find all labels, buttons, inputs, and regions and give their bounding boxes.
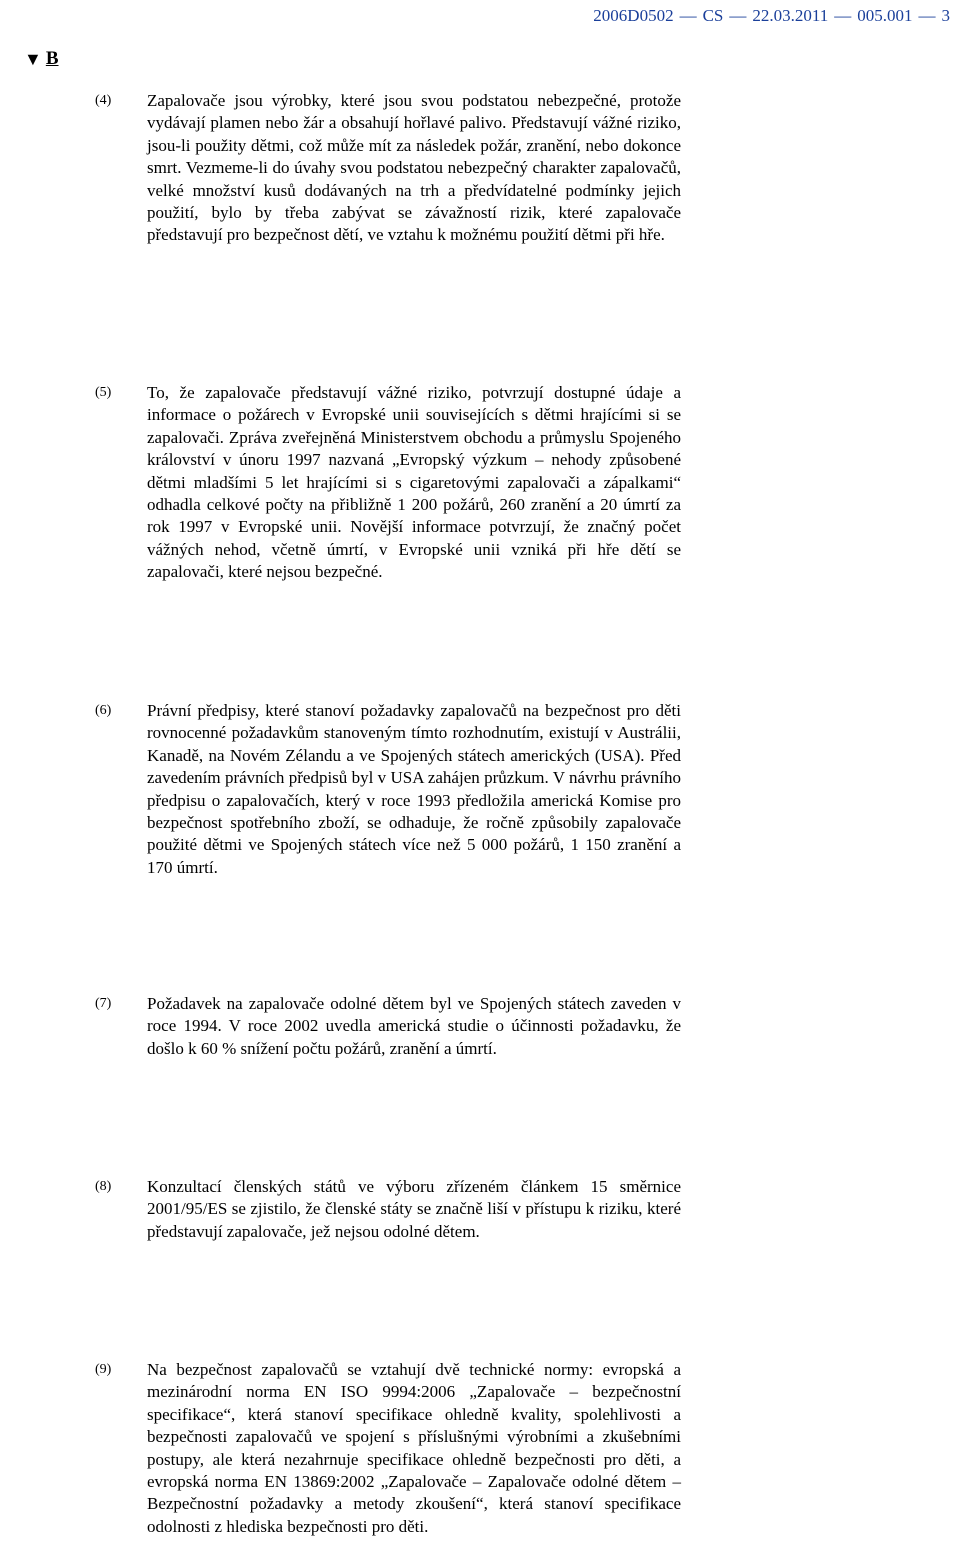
document-version: 005.001	[857, 6, 913, 25]
recital-7	[95, 993, 681, 1060]
recital-number: (8)	[95, 1179, 112, 1194]
recital-4	[95, 90, 681, 247]
recital-number: (6)	[95, 703, 112, 718]
page-number: 3	[941, 6, 950, 25]
recital-9	[95, 1359, 681, 1538]
header-separator: —	[834, 6, 852, 25]
recital-6	[95, 700, 681, 879]
header-separator: —	[918, 6, 936, 25]
amendment-marker	[24, 48, 59, 70]
document-date: 22.03.2011	[752, 6, 829, 25]
recital-text: Na bezpečnost zapalovačů se vztahují dvě technické normy: evropská a mezinárodní norma EN ISO 9994:2006 „Zapalovače – bezpečnostní specifikace“, která stanoví specifikace ohledně kvality, spolehlivosti a bezpečnosti zapalovačů ve spojení s příslušnými výrobními a zkušebními postupy, ale která nezahrnuje specifikace ohledně bezpečnosti pro děti, a evropská norma EN 13869:2002 „Zapalovače – Zapalovače odolné dětem – Bezpečnostní požadavky a metody zkoušení“, která stanoví specifikace odolnosti z hlediska bezpečnosti pro děti.	[147, 1360, 681, 1536]
recital-number: (9)	[95, 1362, 112, 1377]
recital-8	[95, 1176, 681, 1243]
triangle-down-icon: ▼	[24, 48, 42, 69]
recital-text: Konzultací členských států ve výboru zřízeném článkem 15 směrnice 2001/95/ES se zjistilo, že členské státy se značně liší v přístupu k riziku, které představují zapalovače, jež nejsou odolné dětem.	[147, 1177, 681, 1241]
header-separator: —	[729, 6, 747, 25]
recital-5	[95, 382, 681, 584]
recital-number: (5)	[95, 385, 112, 400]
language-code: CS	[702, 6, 724, 25]
recital-text: To, že zapalovače představují vážné riziko, potvrzují dostupné údaje a informace o požárech v Evropské unii souvisejících s dětmi hrajícími si se zapalovači. Zpráva zveřejněná Ministerstvem obchodu a průmyslu Spojeného království v únoru 1997 nazvaná „Evropský výzkum – nehody způsobené dětmi mladšími 5 let hrajícími si s cigaretovými zapalovači a zápalkami“ odhadla celkové počty na přibližně 1 200 požárů, 260 zranění a 20 úmrtí za rok 1997 v Evropské unii. Novější informace potvrzují, že značný počet vážných nehod, včetně úmrtí, v Evropské unii vzniká při hře dětí se zapalovači, které nejsou bezpečné.	[147, 383, 681, 582]
header-separator: —	[679, 6, 697, 25]
page-header	[593, 6, 950, 26]
recital-text: Požadavek na zapalovače odolné dětem byl ve Spojených státech zaveden v roce 1994. V roce 2002 uvedla americká studie o účinnosti požadavku, že došlo k 60 % snížení počtu požárů, zranění a úmrtí.	[147, 994, 681, 1058]
recital-number: (4)	[95, 93, 112, 108]
recital-number: (7)	[95, 996, 112, 1011]
recital-text: Právní předpisy, které stanoví požadavky zapalovačů na bezpečnost pro děti rovnocenné požadavkům stanoveným tímto rozhodnutím, existují v Austrálii, Kanadě, na Novém Zélandu a ve Spojených státech amerických (USA). Před zavedením právních předpisů byl v USA zahájen průzkum. V návrhu právního předpisu o zapalovačích, který v roce 1993 předložila americká Komise pro bezpečnost spotřebního zboží, se odhaduje, že ročně způsobily zapalovače použité dětmi ve Spojených státech více než 5 000 požárů, 1 150 zranění a 170 úmrtí.	[147, 701, 681, 877]
recital-text: Zapalovače jsou výrobky, které jsou svou podstatou nebezpečné, protože vydávají plamen nebo žár a obsahují hořlavé palivo. Představují vážné riziko, jsou-li použity dětmi, což může mít za následek požár, zranění, nebo dokonce smrt. Vezmeme-li do úvahy svou podstatou nebezpečný charakter zapalovačů, velké množství kusů dodávaných na trh a předvídatelné podmínky jejich použití, bylo by třeba zabývat se závažností rizik, které zapalovače představují pro bezpečnost dětí, ve vztahu k možnému použití dětmi při hře.	[147, 91, 681, 245]
amendment-letter: B	[45, 48, 59, 69]
document-id: 2006D0502	[593, 6, 674, 25]
